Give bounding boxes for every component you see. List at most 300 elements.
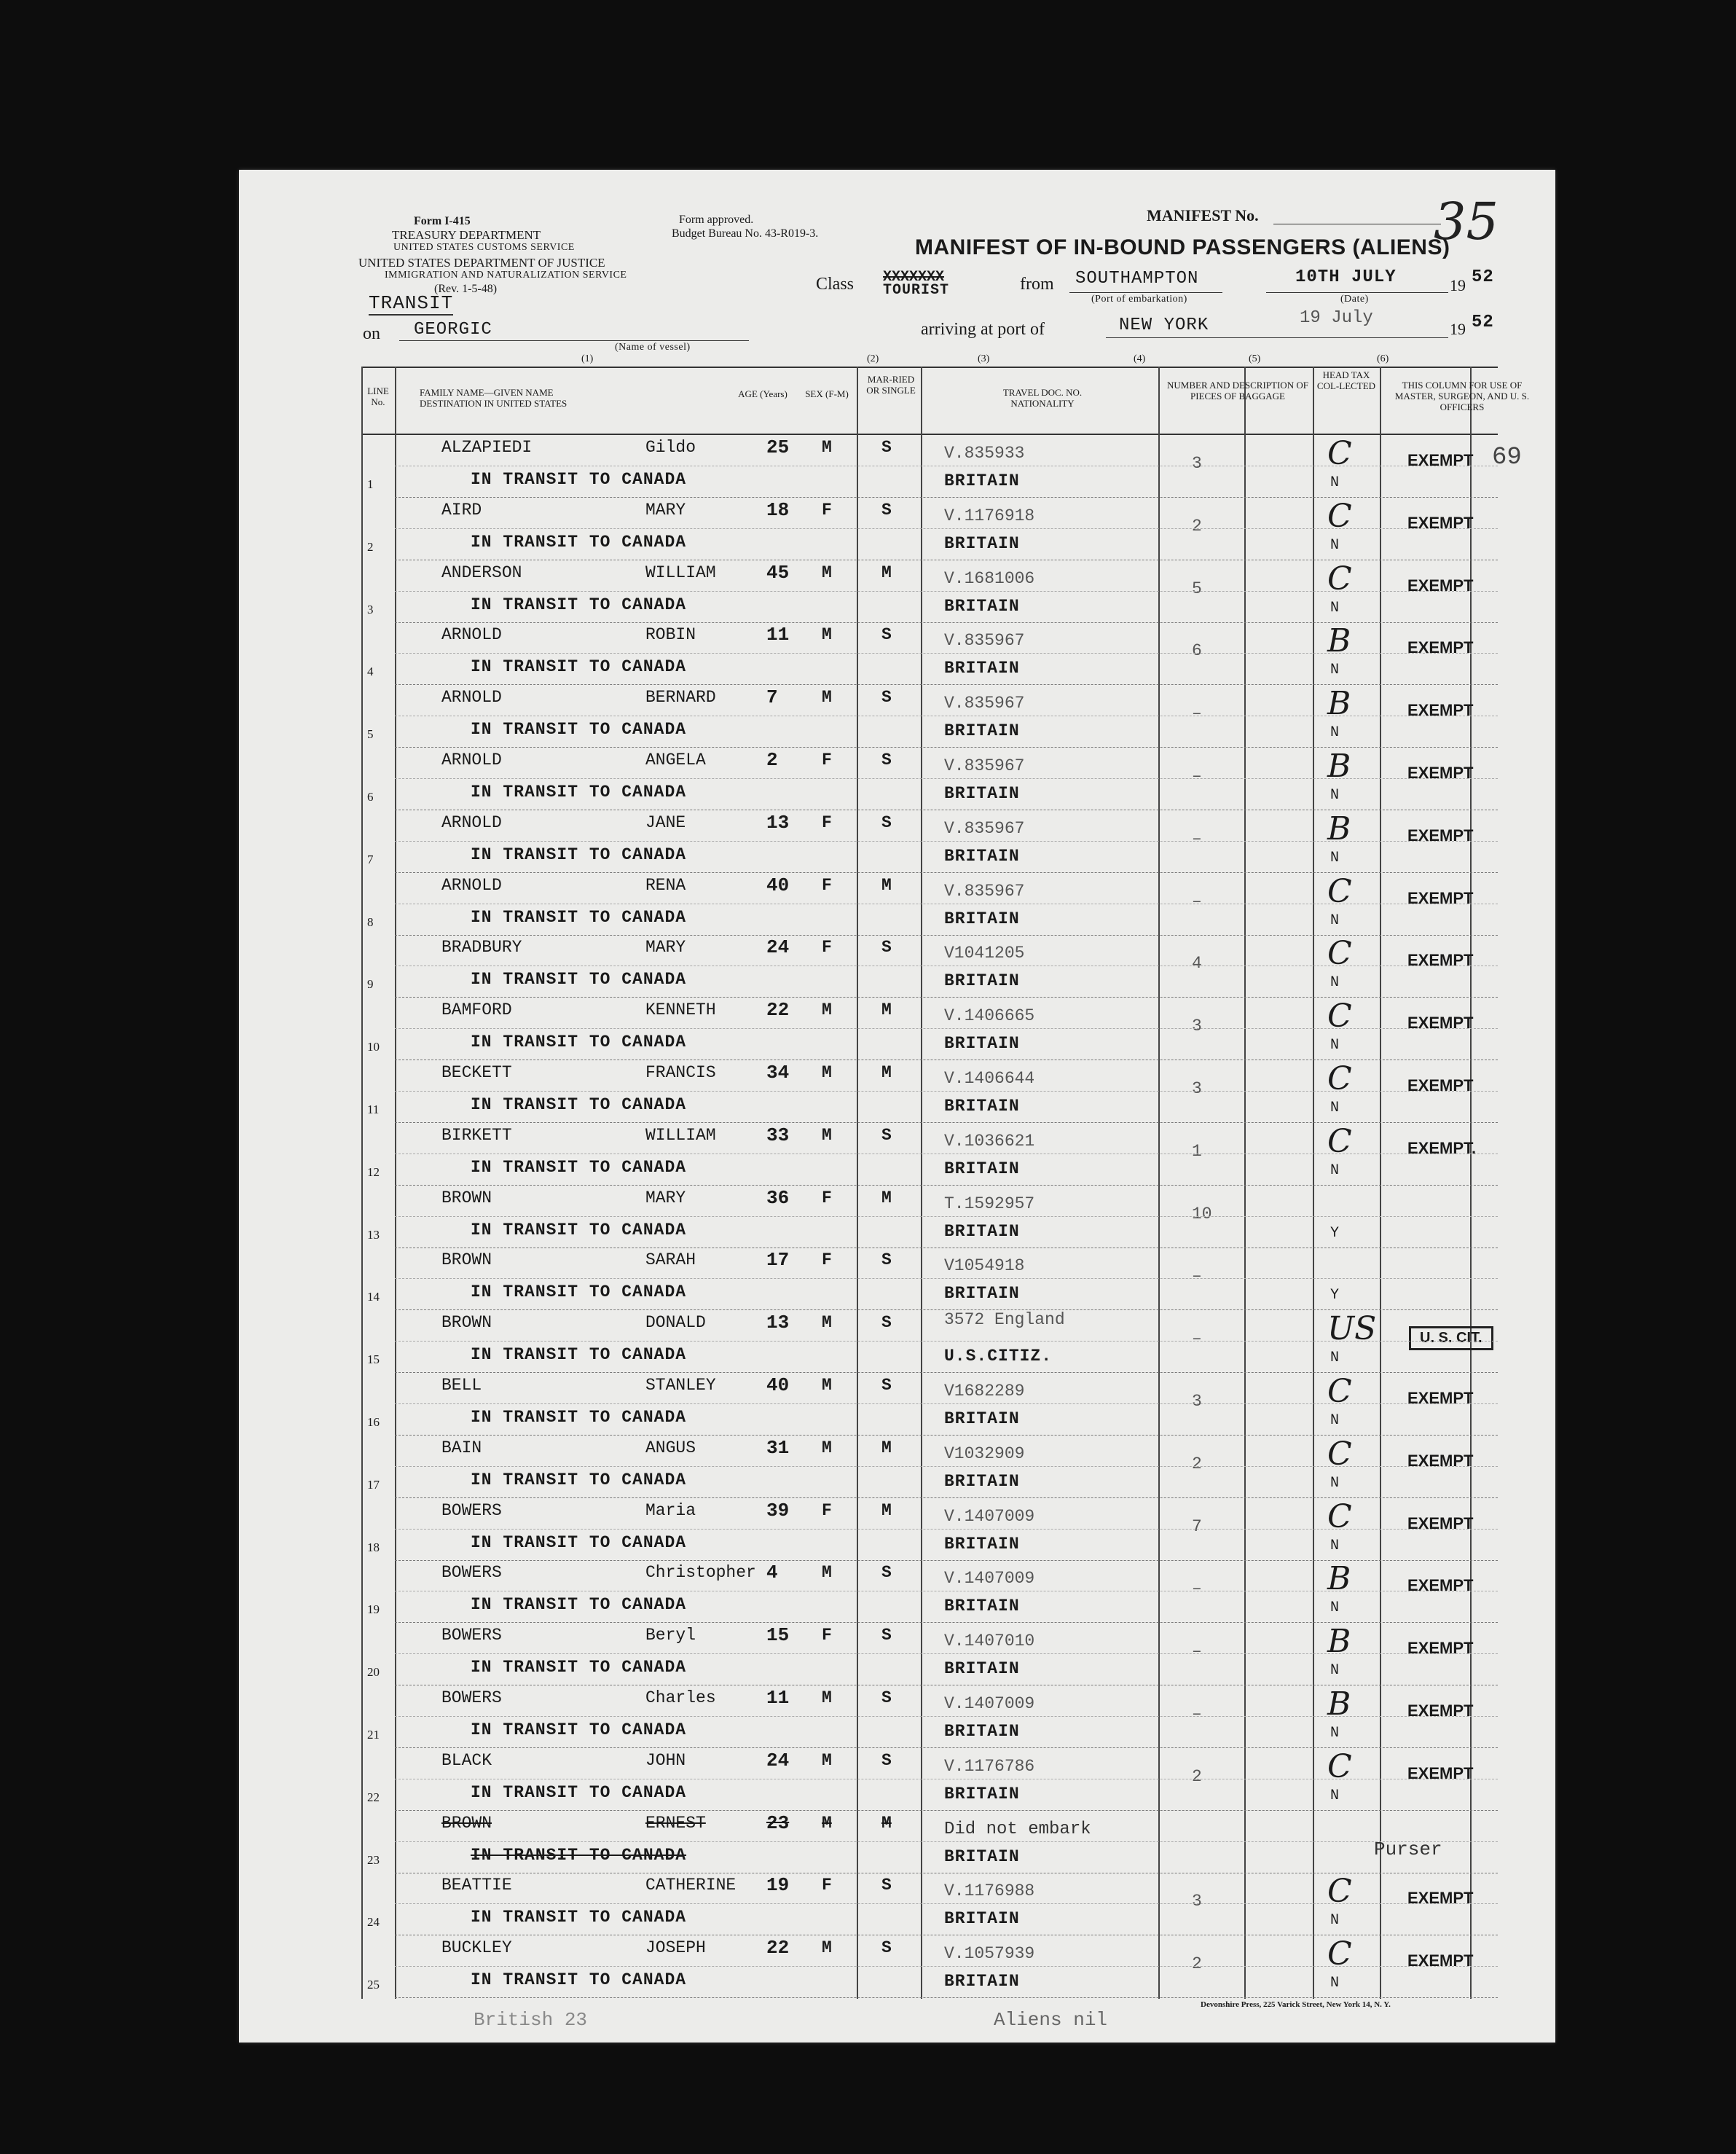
row-mid-rule [395, 778, 1498, 779]
marital-status: S [881, 812, 892, 832]
age: 33 [766, 1124, 790, 1146]
marital-status: S [881, 1125, 892, 1145]
year2-prefix: 19 [1450, 320, 1466, 338]
given-name: Maria [645, 1500, 696, 1520]
age: 4 [766, 1562, 778, 1584]
table-row [361, 1060, 1498, 1123]
head-tax-mark: C [1327, 1373, 1352, 1410]
table-row [361, 873, 1498, 936]
travel-doc-no: T.1592957 [944, 1194, 1035, 1213]
table-row [361, 1186, 1498, 1248]
form-revision: (Rev. 1-5-48) [434, 283, 498, 295]
vessel-line [399, 340, 749, 341]
table-row [361, 560, 1498, 623]
given-name: JOSEPH [645, 1938, 706, 1958]
line-number: 10 [367, 1040, 380, 1054]
page-number: 69 [1492, 444, 1522, 471]
given-name: SARAH [645, 1250, 696, 1270]
family-name: BROWN [441, 1313, 492, 1333]
table-row [361, 1248, 1498, 1310]
sex: F [822, 751, 832, 769]
family-name: BEATTIE [441, 1876, 512, 1895]
from-label: from [1020, 275, 1054, 294]
head-tax-mark: C [1327, 1935, 1352, 1973]
family-name: BELL [441, 1376, 482, 1395]
sex: F [822, 1500, 832, 1520]
age: 13 [766, 1312, 790, 1334]
sex: F [822, 500, 832, 520]
travel-doc-no: V.1176988 [944, 1881, 1035, 1901]
table-row [361, 1685, 1498, 1748]
table-row [361, 935, 1498, 998]
destination: IN TRANSIT TO CANADA [471, 1033, 687, 1052]
given-name: WILLIAM [645, 563, 716, 582]
line-number: 21 [367, 1728, 380, 1742]
family-name: BLACK [441, 1750, 492, 1770]
table-row [361, 810, 1498, 873]
marital-status: M [881, 875, 892, 895]
baggage-count: 3 [1192, 1392, 1202, 1411]
marital-status: M [881, 1500, 892, 1520]
table-row [361, 1935, 1498, 1998]
table-row [361, 1811, 1498, 1873]
baggage-count: – [1192, 704, 1202, 724]
sex: M [822, 1000, 832, 1020]
manifest-sheet [239, 170, 1555, 2043]
line-number: 15 [367, 1352, 380, 1367]
head-tax-mark: C [1327, 935, 1352, 973]
head-tax-mark: C [1327, 435, 1352, 472]
head-tax-code: N [1330, 1350, 1340, 1367]
travel-doc-no: V.1407009 [944, 1694, 1035, 1713]
travel-doc-no: V1041205 [944, 944, 1025, 963]
travel-doc-no: V.835967 [944, 881, 1025, 901]
treasury-dept: TREASURY DEPARTMENT [392, 228, 541, 242]
family-name: ARNOLD [441, 812, 502, 832]
sex: M [822, 1313, 832, 1333]
head-tax-code: N [1330, 1100, 1340, 1116]
officer-remark: EXEMPT [1407, 1451, 1474, 1470]
head-tax-code: N [1330, 1662, 1340, 1680]
row-mid-rule [395, 653, 1498, 654]
line-number: 13 [367, 1227, 380, 1242]
nationality: BRITAIN [944, 1722, 1020, 1741]
given-name: KENNETH [645, 1000, 716, 1020]
header-head-tax: HEAD TAX COL-LECTED [1316, 369, 1376, 391]
family-name: BUCKLEY [441, 1938, 512, 1958]
sex: M [822, 1125, 832, 1145]
nationality: BRITAIN [944, 596, 1020, 616]
vessel-name: GEORGIC [414, 320, 492, 340]
head-tax-mark: B [1327, 1685, 1351, 1723]
baggage-count: 3 [1192, 1892, 1202, 1911]
table-row [361, 1310, 1498, 1373]
baggage-count: 2 [1192, 516, 1202, 536]
class-label: Class [816, 275, 855, 294]
given-name: BERNARD [645, 688, 716, 708]
family-name: ARNOLD [441, 875, 502, 895]
line-number: 1 [367, 477, 374, 491]
line-number: 2 [367, 539, 374, 554]
destination: IN TRANSIT TO CANADA [471, 1095, 687, 1114]
officer-remark: U. S. CIT. [1409, 1326, 1493, 1350]
footer-printer: Devonshire Press, 225 Varick Street, New York 14, N. Y. [1201, 2000, 1391, 2009]
head-tax-mark: C [1327, 497, 1352, 535]
table-row [361, 622, 1498, 685]
head-tax-code: N [1330, 474, 1340, 491]
justice-dept: UNITED STATES DEPARTMENT OF JUSTICE [358, 256, 605, 270]
footer-british-count: British 23 [474, 2009, 588, 2031]
line-number: 19 [367, 1602, 380, 1617]
passenger-table [361, 367, 1530, 1999]
head-tax-code: N [1330, 1599, 1340, 1617]
marital-status: M [881, 1000, 892, 1020]
family-name: BOWERS [441, 1626, 502, 1645]
officer-remark: EXEMPT [1407, 638, 1474, 657]
sex: F [822, 812, 832, 832]
given-name: RENA [645, 875, 686, 895]
marital-status: S [881, 1313, 892, 1333]
head-tax-code: N [1330, 787, 1340, 804]
destination: IN TRANSIT TO CANADA [471, 657, 687, 677]
line-number: 7 [367, 852, 374, 866]
given-name: JOHN [645, 1750, 686, 1770]
table-row [361, 1748, 1498, 1811]
sex: F [822, 1188, 832, 1207]
line-number: 17 [367, 1477, 380, 1492]
from-line [1069, 292, 1222, 293]
family-name: ARNOLD [441, 625, 502, 645]
given-name: ANGUS [645, 1438, 696, 1457]
table-row [361, 998, 1498, 1060]
age: 24 [766, 1749, 790, 1771]
travel-doc-no: V.1406665 [944, 1006, 1035, 1026]
officer-remark: EXEMPT [1407, 1701, 1474, 1720]
nationality: BRITAIN [944, 1284, 1020, 1304]
officer-remark: EXEMPT [1407, 1389, 1474, 1407]
baggage-count: 2 [1192, 1766, 1202, 1786]
marital-status: S [881, 1376, 892, 1395]
travel-doc-no: V1032909 [944, 1444, 1025, 1463]
year-value: 52 [1472, 267, 1494, 287]
destination: IN TRANSIT TO CANADA [471, 1220, 687, 1239]
given-name: JANE [645, 812, 686, 832]
head-tax-mark: B [1327, 1623, 1351, 1661]
given-name: Gildo [645, 438, 696, 457]
nationality: BRITAIN [944, 1471, 1020, 1491]
head-tax-mark: US [1327, 1310, 1377, 1348]
row-mid-rule [395, 1653, 1498, 1654]
baggage-count: – [1192, 891, 1202, 911]
nationality: BRITAIN [944, 471, 1020, 490]
year2-value: 52 [1472, 313, 1494, 332]
row-mid-rule [395, 1529, 1498, 1530]
officer-remark: EXEMPT [1407, 1576, 1474, 1595]
line-number: 20 [367, 1665, 380, 1680]
baggage-count: – [1192, 829, 1202, 848]
line-number: 3 [367, 602, 374, 616]
baggage-count: 5 [1192, 579, 1202, 598]
travel-doc-no: Did not embark [944, 1819, 1091, 1839]
nationality: U.S.CITIZ. [944, 1347, 1053, 1366]
head-tax-mark: C [1327, 1122, 1352, 1160]
marital-status: S [881, 688, 892, 708]
table-row [361, 1498, 1498, 1561]
nationality: BRITAIN [944, 533, 1020, 553]
given-name: MARY [645, 1188, 686, 1207]
table-row [361, 1623, 1498, 1685]
family-name: BOWERS [441, 1563, 502, 1583]
vessel-label: (Name of vessel) [615, 342, 691, 353]
row-mid-rule [395, 841, 1498, 842]
marital-status: S [881, 1876, 892, 1895]
given-name: MARY [645, 500, 686, 520]
marital-status: M [881, 1188, 892, 1207]
family-name: BAMFORD [441, 1000, 512, 1020]
nationality: BRITAIN [944, 1097, 1020, 1116]
age: 36 [766, 1186, 790, 1209]
budget-bureau: Budget Bureau No. 43-R019-3. [672, 227, 819, 240]
sex: F [822, 1626, 832, 1645]
destination: IN TRANSIT TO CANADA [471, 470, 687, 489]
age: 34 [766, 1062, 790, 1084]
sex: F [822, 1876, 832, 1895]
officer-remark: EXEMPT [1407, 701, 1474, 720]
sex: F [822, 938, 832, 957]
table-row [361, 1123, 1498, 1186]
travel-doc-no: V.835967 [944, 818, 1025, 838]
officer-remark: EXEMPT [1407, 951, 1474, 970]
marital-status: M [881, 563, 892, 582]
sex: M [822, 1376, 832, 1395]
family-name: BRADBURY [441, 938, 522, 957]
destination: IN TRANSIT TO CANADA [471, 783, 687, 802]
manifest-title: MANIFEST OF IN-BOUND PASSENGERS (ALIENS) [915, 235, 1450, 259]
embark-date: 10TH JULY [1295, 267, 1397, 287]
row-rule [395, 1997, 1498, 1998]
header-line-no: LINE No. [367, 385, 389, 407]
travel-doc-no: V.1407009 [944, 1569, 1035, 1589]
row-mid-rule [395, 1466, 1498, 1467]
header-officers: THIS COLUMN FOR USE OF MASTER, SURGEON, AND U. S. OFFICERS [1394, 380, 1530, 412]
header-name: FAMILY NAME—GIVEN NAME DESTINATION IN UNITED STATES [420, 387, 567, 409]
line-number: 14 [367, 1290, 380, 1304]
sex: M [822, 1063, 832, 1082]
family-name: BROWN [441, 1813, 492, 1833]
purser-label: Purser [1374, 1838, 1442, 1860]
travel-doc-no: V.1407010 [944, 1632, 1035, 1651]
head-tax-code: N [1330, 599, 1340, 616]
head-tax-mark: C [1327, 1435, 1352, 1473]
head-tax-code: N [1330, 1412, 1340, 1429]
marital-status: S [881, 438, 892, 457]
age: 11 [766, 624, 790, 646]
head-tax-code: N [1330, 1037, 1340, 1054]
travel-doc-no: V1682289 [944, 1382, 1025, 1401]
travel-doc-no: V.835967 [944, 756, 1025, 775]
manifest-number: 35 [1434, 192, 1499, 251]
destination: IN TRANSIT TO CANADA [471, 532, 687, 552]
nationality: BRITAIN [944, 846, 1020, 866]
travel-doc-no: V.835933 [944, 444, 1025, 463]
header-baggage: NUMBER AND DESCRIPTION OF PIECES OF BAGGAGE [1167, 380, 1308, 402]
marital-status: S [881, 751, 892, 769]
family-name: BIRKETT [441, 1125, 512, 1145]
given-name: ERNEST [645, 1813, 706, 1833]
nationality: BRITAIN [944, 1534, 1020, 1554]
officer-remark: EXEMPT [1407, 826, 1474, 845]
destination: IN TRANSIT TO CANADA [471, 1845, 687, 1865]
col-number-3: (3) [978, 353, 990, 364]
line-number: 23 [367, 1852, 380, 1867]
given-name: DONALD [645, 1313, 706, 1333]
arriving-label: arriving at port of [921, 320, 1045, 339]
marital-status: S [881, 1938, 892, 1958]
officer-remark: EXEMPT [1407, 1889, 1474, 1908]
officer-remark: EXEMPT [1407, 888, 1474, 907]
officer-remark: EXEMPT. [1407, 1138, 1477, 1157]
head-tax-code: N [1330, 536, 1340, 554]
age: 18 [766, 498, 790, 521]
age: 2 [766, 749, 778, 771]
date-line [1266, 292, 1448, 293]
family-name: BOWERS [441, 1500, 502, 1520]
table-row [361, 1373, 1498, 1436]
header-travel-doc: TRAVEL DOC. NO. NATIONALITY [1002, 387, 1083, 409]
class-value: TOURIST [883, 282, 950, 299]
marital-status: S [881, 1563, 892, 1583]
family-name: ARNOLD [441, 751, 502, 769]
nationality: BRITAIN [944, 909, 1020, 928]
marital-status: M [881, 1063, 892, 1082]
age: 45 [766, 561, 790, 584]
nationality: BRITAIN [944, 1846, 1020, 1866]
head-tax-mark: C [1327, 560, 1352, 598]
travel-doc-no: V.1406644 [944, 1069, 1035, 1088]
marital-status: S [881, 938, 892, 957]
nationality: BRITAIN [944, 971, 1020, 991]
marital-status: S [881, 1626, 892, 1645]
col-number-1: (1) [581, 353, 594, 364]
baggage-count: – [1192, 767, 1202, 786]
marital-status: S [881, 1688, 892, 1707]
destination: IN TRANSIT TO CANADA [471, 720, 687, 740]
arrival-line [1106, 337, 1448, 338]
head-tax-code: N [1330, 1975, 1340, 1992]
family-name: BAIN [441, 1438, 482, 1457]
row-mid-rule [395, 1341, 1498, 1342]
sex: M [822, 1938, 832, 1958]
form-approved: Form approved. [679, 214, 754, 226]
line-number: 6 [367, 790, 374, 804]
immigration-service: IMMIGRATION AND NATURALIZATION SERVICE [385, 270, 627, 281]
row-mid-rule [395, 1903, 1498, 1904]
age: 25 [766, 436, 790, 458]
sex: F [822, 875, 832, 895]
nationality: BRITAIN [944, 1221, 1020, 1241]
given-name: MARY [645, 938, 686, 957]
marital-status: M [881, 1438, 892, 1457]
head-tax-code: N [1330, 912, 1340, 929]
head-tax-mark: C [1327, 872, 1352, 910]
head-tax-mark: C [1327, 1060, 1352, 1097]
baggage-count: – [1192, 1329, 1202, 1349]
head-tax-mark: B [1327, 622, 1351, 660]
given-name: Christopher [645, 1563, 756, 1583]
head-tax-code: N [1330, 1787, 1340, 1804]
footer-aliens-count: Aliens nil [994, 2009, 1108, 2031]
line-number: 22 [367, 1790, 380, 1804]
given-name: CATHERINE [645, 1876, 737, 1895]
travel-doc-no: V.1681006 [944, 568, 1035, 588]
baggage-count: 3 [1192, 1079, 1202, 1098]
customs-service: UNITED STATES CUSTOMS SERVICE [393, 242, 575, 253]
destination: IN TRANSIT TO CANADA [471, 1970, 687, 1990]
head-tax-code: N [1330, 1474, 1340, 1492]
embark-label: (Port of embarkation) [1091, 294, 1187, 305]
officer-remark: EXEMPT [1407, 1763, 1474, 1782]
head-tax-mark: C [1327, 1497, 1352, 1535]
officer-remark: EXEMPT [1407, 1951, 1474, 1970]
row-mid-rule [395, 1841, 1498, 1842]
baggage-count: 7 [1192, 1516, 1202, 1536]
col-number-4: (4) [1134, 353, 1146, 364]
baggage-count: – [1192, 1579, 1202, 1599]
destination: IN TRANSIT TO CANADA [471, 1595, 687, 1615]
class-struck: XXXXXXX [883, 269, 945, 286]
marital-status: M [881, 1813, 892, 1833]
travel-doc-no: V.835967 [944, 694, 1025, 713]
family-name: ARNOLD [441, 688, 502, 708]
sex: M [822, 438, 832, 457]
table-row [361, 685, 1498, 748]
head-tax-mark: B [1327, 810, 1351, 847]
head-tax-code: N [1330, 1725, 1340, 1742]
age: 7 [766, 686, 778, 709]
given-name: ROBIN [645, 625, 696, 645]
officer-remark: EXEMPT [1407, 1513, 1474, 1532]
destination: IN TRANSIT TO CANADA [471, 1532, 687, 1552]
head-tax-mark: C [1327, 1873, 1352, 1911]
line-number: 24 [367, 1915, 380, 1930]
nationality: BRITAIN [944, 1784, 1020, 1804]
line-number: 12 [367, 1164, 380, 1179]
age: 40 [766, 1374, 790, 1396]
line-number: 5 [367, 727, 374, 742]
destination: IN TRANSIT TO CANADA [471, 1345, 687, 1365]
nationality: BRITAIN [944, 1597, 1020, 1616]
baggage-count: 2 [1192, 1454, 1202, 1473]
head-tax-mark: B [1327, 1560, 1351, 1598]
arrival-port: NEW YORK [1119, 316, 1209, 335]
line-number: 4 [367, 665, 374, 679]
row-mid-rule [395, 591, 1498, 592]
travel-doc-no: V.835967 [944, 631, 1025, 651]
age: 22 [766, 999, 790, 1022]
arrival-date: 19 July [1300, 308, 1373, 328]
on-label: on [363, 324, 380, 343]
baggage-count: 3 [1192, 454, 1202, 473]
table-row [361, 1560, 1498, 1623]
travel-doc-no: 3572 England [944, 1310, 1065, 1330]
transit-label: TRANSIT [369, 292, 454, 314]
family-name: BROWN [441, 1188, 492, 1207]
destination: IN TRANSIT TO CANADA [471, 1408, 687, 1427]
family-name: ANDERSON [441, 563, 522, 582]
nationality: BRITAIN [944, 1972, 1020, 1992]
baggage-count: 1 [1192, 1141, 1202, 1161]
sex: M [822, 1750, 832, 1770]
